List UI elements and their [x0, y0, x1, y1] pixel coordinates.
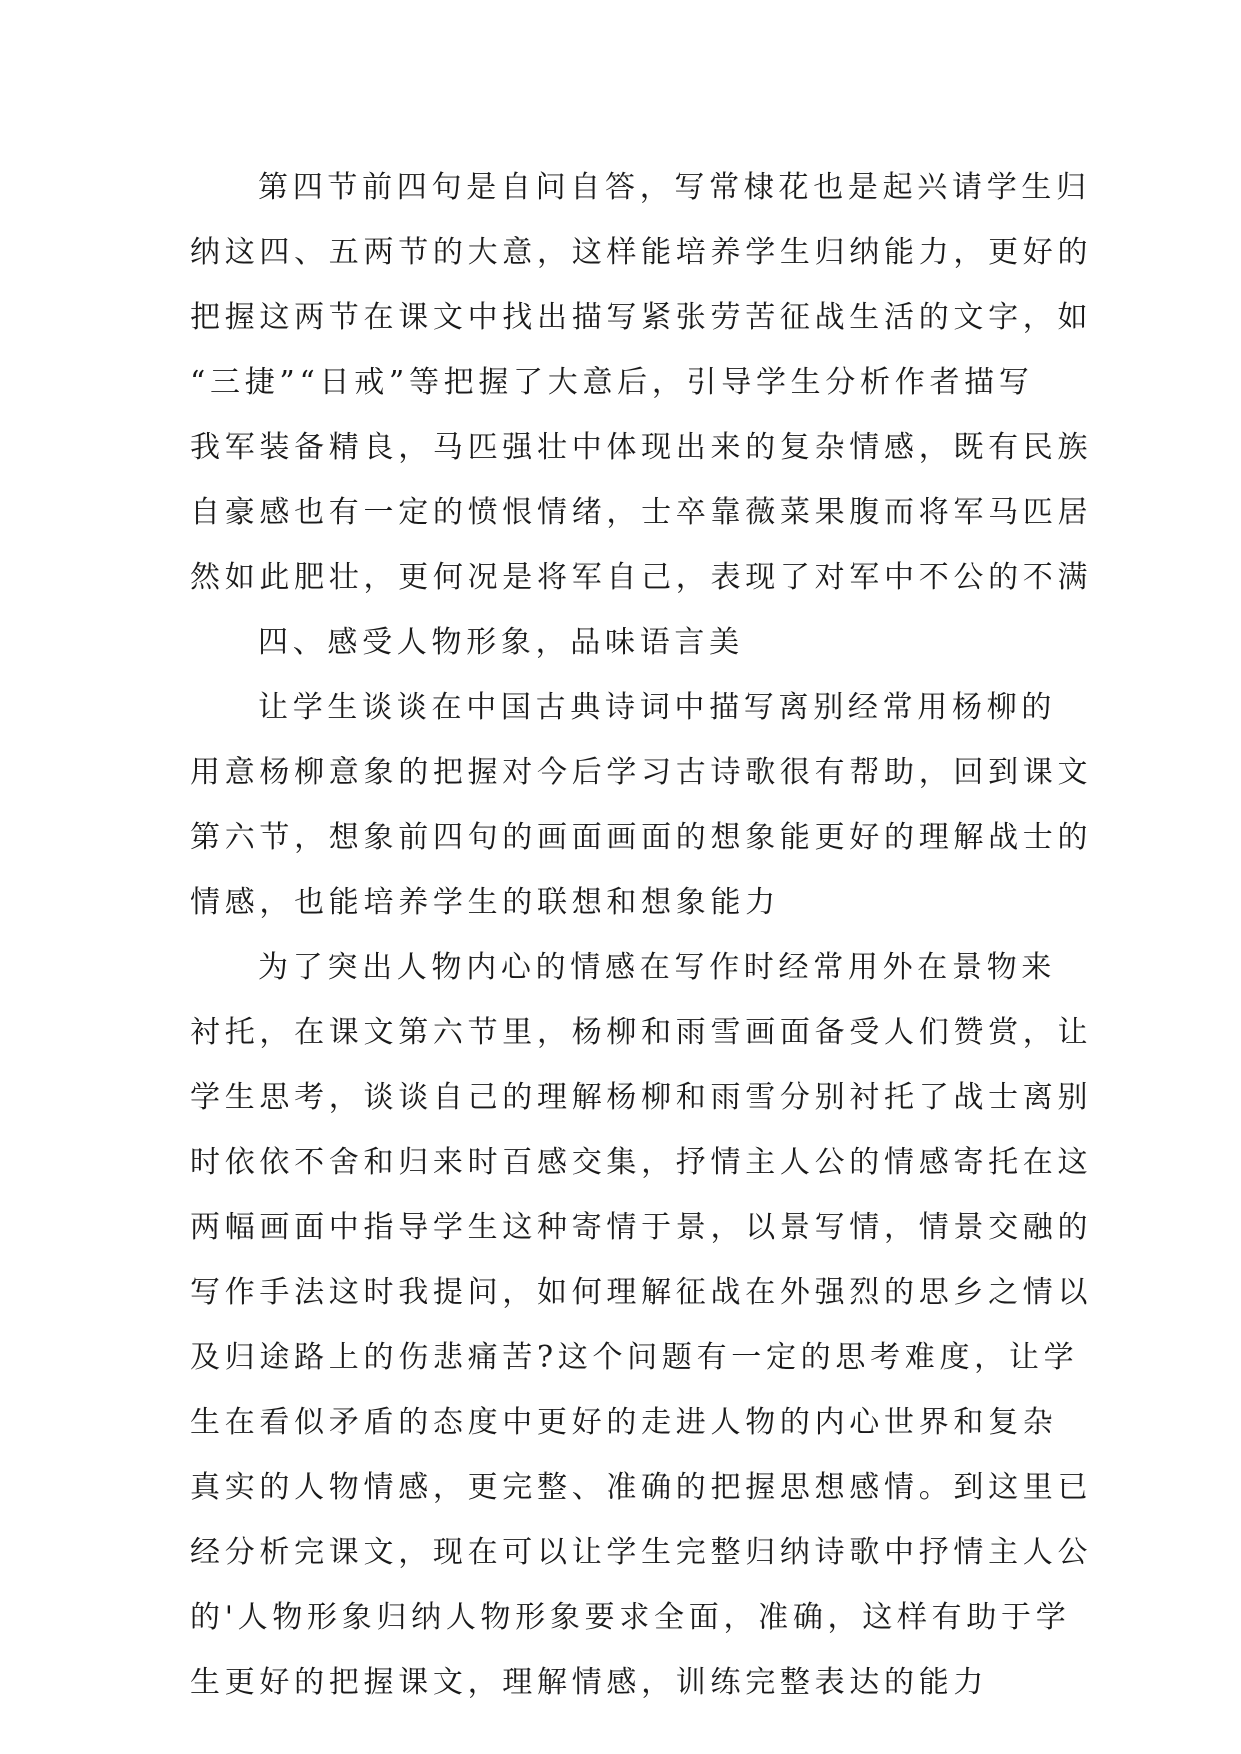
- paragraph-line: 自豪感也有一定的愤恨情绪，士卒靠薇菜果腹而将军马匹居: [190, 495, 1093, 530]
- paragraph-line: 用意杨柳意象的把握对今后学习古诗歌很有帮助，回到课文: [190, 755, 1093, 790]
- paragraph-line: 真实的人物情感，更完整、准确的把握思想感情。到这里已: [190, 1470, 1093, 1505]
- paragraph-line: 时依依不舍和归来时百感交集，抒情主人公的情感寄托在这: [190, 1145, 1093, 1180]
- paragraph-line: 让学生谈谈在中国古典诗词中描写离别经常用杨柳的: [258, 690, 1057, 725]
- paragraph-line: 生在看似矛盾的态度中更好的走进人物的内心世界和复杂: [190, 1405, 1058, 1440]
- paragraph-line: 及归途路上的伤悲痛苦?这个问题有一定的思考难度，让学: [190, 1340, 1079, 1375]
- paragraph-line: 我军装备精良，马匹强壮中体现出来的复杂情感，既有民族: [190, 430, 1093, 465]
- paragraph-line: “三捷”“日戒”等把握了大意后，引导学生分析作者描写: [190, 365, 1034, 400]
- paragraph-line: 的'人物形象归纳人物形象要求全面，准确，这样有助于学: [190, 1600, 1071, 1635]
- paragraph-line: 学生思考，谈谈自己的理解杨柳和雨雪分别衬托了战士离别: [190, 1080, 1093, 1115]
- paragraph-line: 经分析完课文，现在可以让学生完整归纳诗歌中抒情主人公: [190, 1535, 1093, 1570]
- document-body: [190, 155, 1093, 1715]
- paragraph-line: 纳这四、五两节的大意，这样能培养学生归纳能力，更好的: [190, 235, 1093, 270]
- paragraph-line: 生更好的把握课文，理解情感，训练完整表达的能力: [190, 1665, 989, 1700]
- paragraph-line: 两幅画面中指导学生这种寄情于景，以景写情，情景交融的: [190, 1210, 1093, 1245]
- section-heading: 四、感受人物形象，品味语言美: [258, 625, 744, 660]
- paragraph-line: 衬托，在课文第六节里，杨柳和雨雪画面备受人们赞赏，让: [190, 1015, 1093, 1050]
- paragraph-line: 情感，也能培养学生的联想和想象能力: [190, 885, 780, 920]
- paragraph-line: 把握这两节在课文中找出描写紧张劳苦征战生活的文字，如: [190, 300, 1093, 335]
- paragraph-line: 写作手法这时我提问，如何理解征战在外强烈的思乡之情以: [190, 1275, 1093, 1310]
- paragraph-line: 然如此肥壮，更何况是将军自己，表现了对军中不公的不满: [190, 560, 1093, 595]
- paragraph-line: 为了突出人物内心的情感在写作时经常用外在景物来: [258, 950, 1057, 985]
- paragraph-line: 第四节前四句是自问自答，写常棣花也是起兴请学生归: [258, 170, 1091, 205]
- paragraph-line: 第六节，想象前四句的画面画面的想象能更好的理解战士的: [190, 820, 1093, 855]
